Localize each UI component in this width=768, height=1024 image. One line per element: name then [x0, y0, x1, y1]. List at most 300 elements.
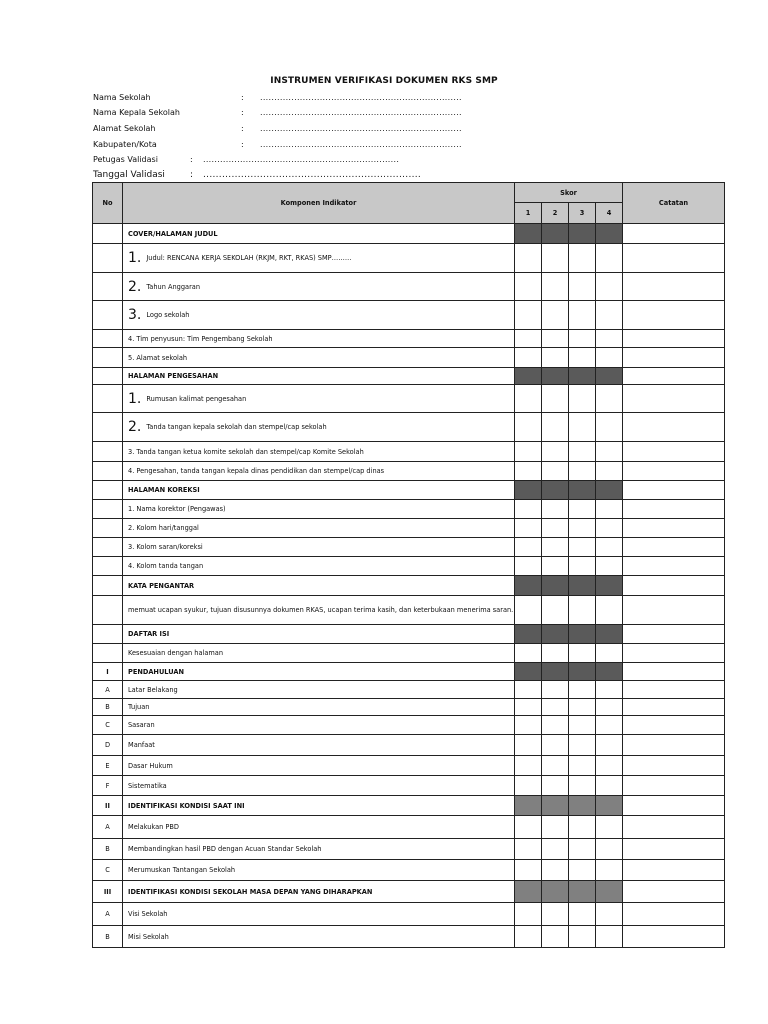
score-cell-2[interactable] [542, 903, 569, 926]
field-blank[interactable]: ....................................................................... [260, 124, 462, 133]
score-cell-3[interactable] [569, 644, 596, 663]
catatan-cell[interactable] [623, 776, 725, 796]
score-cell-2[interactable] [542, 273, 569, 301]
row-no: A [93, 903, 123, 926]
score-cell-2[interactable] [542, 644, 569, 663]
score-cell-4[interactable] [596, 519, 623, 538]
score-cell-3[interactable] [569, 519, 596, 538]
score-cell-disabled [542, 576, 569, 596]
score-cell-4[interactable] [596, 538, 623, 557]
score-cell-1[interactable] [515, 413, 542, 442]
score-cell-2[interactable] [542, 348, 569, 368]
row-no [93, 644, 123, 663]
row-no: A [93, 681, 123, 699]
table-row [93, 442, 725, 462]
catatan-cell[interactable] [623, 644, 725, 663]
score-cell-1[interactable] [515, 735, 542, 756]
row-no: II [93, 796, 123, 816]
score-cell-1[interactable] [515, 596, 542, 625]
item-text: Tujuan [123, 699, 515, 716]
score-cell-4[interactable] [596, 699, 623, 716]
score-cell-disabled [569, 663, 596, 681]
score-cell-4[interactable] [596, 413, 623, 442]
score-cell-4[interactable] [596, 644, 623, 663]
catatan-cell[interactable] [623, 557, 725, 576]
item-text: 2. Kolom hari/tanggal [123, 519, 515, 538]
score-cell-4[interactable] [596, 756, 623, 776]
item-text: Tanda tangan kepala sekolah dan stempel/cap sekolah [146, 423, 327, 431]
score-cell-disabled [596, 224, 623, 244]
table-row [93, 644, 725, 663]
catatan-cell[interactable] [623, 926, 725, 948]
catatan-cell[interactable] [623, 224, 725, 244]
score-cell-3[interactable] [569, 442, 596, 462]
row-no: B [93, 699, 123, 716]
row-no [93, 625, 123, 644]
score-cell-1[interactable] [515, 839, 542, 860]
score-cell-1[interactable] [515, 557, 542, 576]
catatan-cell[interactable] [623, 330, 725, 348]
score-cell-3[interactable] [569, 500, 596, 519]
field-label: Nama Kepala Sekolah [93, 108, 180, 117]
section-heading: DAFTAR ISI [123, 625, 515, 644]
item-text: Melakukan PBD [123, 816, 515, 839]
score-cell-1[interactable] [515, 538, 542, 557]
catatan-cell[interactable] [623, 716, 725, 735]
table-row [93, 348, 725, 368]
item-text: Membandingkan hasil PBD dengan Acuan Standar Sekolah [123, 839, 515, 860]
catatan-cell[interactable] [623, 413, 725, 442]
score-cell-disabled [542, 224, 569, 244]
row-no: F [93, 776, 123, 796]
section-heading: IDENTIFIKASI KONDISI SEKOLAH MASA DEPAN YANG DIHARAPKAN [123, 881, 515, 903]
score-cell-4[interactable] [596, 330, 623, 348]
score-cell-disabled [515, 368, 542, 385]
catatan-cell[interactable] [623, 796, 725, 816]
score-cell-1[interactable] [515, 681, 542, 699]
table-row [93, 596, 725, 625]
score-cell-3[interactable] [569, 244, 596, 273]
catatan-cell[interactable] [623, 462, 725, 481]
row-no: C [93, 716, 123, 735]
catatan-cell[interactable] [623, 860, 725, 881]
field-colon: : [241, 108, 244, 117]
score-cell-2[interactable] [542, 538, 569, 557]
field-colon: : [190, 170, 194, 180]
score-cell-disabled [596, 625, 623, 644]
header-no: No [93, 183, 123, 224]
header-score-4: 4 [596, 203, 623, 224]
table-row [93, 330, 725, 348]
item-text: Merumuskan Tantangan Sekolah [123, 860, 515, 881]
item-text: 4. Kolom tanda tangan [123, 557, 515, 576]
row-no: B [93, 926, 123, 948]
score-cell-3[interactable] [569, 348, 596, 368]
section-heading: IDENTIFIKASI KONDISI SAAT INI [123, 796, 515, 816]
item-number: 2. [128, 278, 142, 295]
item-number: 3. [128, 307, 142, 323]
score-cell-3[interactable] [569, 273, 596, 301]
score-cell-1[interactable] [515, 348, 542, 368]
score-cell-3[interactable] [569, 860, 596, 881]
score-cell-4[interactable] [596, 903, 623, 926]
catatan-cell[interactable] [623, 699, 725, 716]
score-cell-4[interactable] [596, 839, 623, 860]
score-cell-disabled [569, 796, 596, 816]
row-no [93, 224, 123, 244]
score-cell-3[interactable] [569, 816, 596, 839]
score-cell-4[interactable] [596, 926, 623, 948]
score-cell-3[interactable] [569, 839, 596, 860]
row-no: C [93, 860, 123, 881]
score-cell-4[interactable] [596, 776, 623, 796]
row-no [93, 413, 123, 442]
score-cell-4[interactable] [596, 500, 623, 519]
score-cell-disabled [515, 576, 542, 596]
score-cell-1[interactable] [515, 903, 542, 926]
row-no [93, 385, 123, 413]
score-cell-disabled [596, 796, 623, 816]
item-text: Rumusan kalimat pengesahan [146, 394, 247, 403]
score-cell-4[interactable] [596, 716, 623, 735]
score-cell-disabled [569, 368, 596, 385]
score-cell-3[interactable] [569, 681, 596, 699]
score-cell-disabled [542, 796, 569, 816]
score-cell-4[interactable] [596, 596, 623, 625]
field-label: Petugas Validasi [93, 155, 158, 164]
score-cell-3[interactable] [569, 413, 596, 442]
table-row [93, 796, 725, 816]
score-cell-1[interactable] [515, 776, 542, 796]
score-cell-2[interactable] [542, 716, 569, 735]
score-cell-3[interactable] [569, 596, 596, 625]
table-row [93, 663, 725, 681]
row-no [93, 538, 123, 557]
score-cell-disabled [542, 663, 569, 681]
catatan-cell[interactable] [623, 301, 725, 330]
score-cell-2[interactable] [542, 330, 569, 348]
row-no: E [93, 756, 123, 776]
row-no [93, 244, 123, 273]
table-row [93, 368, 725, 385]
field-blank[interactable]: ....................................................................... [260, 140, 462, 149]
score-cell-disabled [515, 625, 542, 644]
header-catatan: Catatan [623, 183, 725, 224]
score-cell-4[interactable] [596, 557, 623, 576]
score-cell-3[interactable] [569, 716, 596, 735]
score-cell-2[interactable] [542, 462, 569, 481]
field-blank[interactable]: ....................................................................... [260, 93, 462, 102]
item-text: 5. Alamat sekolah [123, 348, 515, 368]
score-cell-3[interactable] [569, 735, 596, 756]
table-row [93, 462, 725, 481]
score-cell-2[interactable] [542, 301, 569, 330]
score-cell-2[interactable] [542, 860, 569, 881]
item-text: Dasar Hukum [123, 756, 515, 776]
catatan-cell[interactable] [623, 481, 725, 500]
table-row [93, 273, 725, 301]
table-row [93, 699, 725, 716]
score-cell-1[interactable] [515, 860, 542, 881]
score-cell-1[interactable] [515, 926, 542, 948]
catatan-cell[interactable] [623, 442, 725, 462]
score-cell-2[interactable] [542, 926, 569, 948]
score-cell-disabled [515, 796, 542, 816]
catatan-cell[interactable] [623, 681, 725, 699]
table-row [93, 756, 725, 776]
row-no [93, 330, 123, 348]
row-no [93, 462, 123, 481]
score-cell-1[interactable] [515, 273, 542, 301]
score-cell-disabled [596, 663, 623, 681]
catatan-cell[interactable] [623, 663, 725, 681]
field-nama-kepala-sekolah [93, 108, 462, 117]
score-cell-1[interactable] [515, 244, 542, 273]
score-cell-2[interactable] [542, 519, 569, 538]
score-cell-disabled [596, 881, 623, 903]
score-cell-1[interactable] [515, 385, 542, 413]
table-row [93, 500, 725, 519]
catatan-cell[interactable] [623, 816, 725, 839]
score-cell-disabled [515, 663, 542, 681]
score-cell-2[interactable] [542, 442, 569, 462]
item-text: 4. Pengesahan, tanda tangan kepala dinas pendidikan dan stempel/cap dinas [123, 462, 515, 481]
score-cell-3[interactable] [569, 301, 596, 330]
field-alamat-sekolah [93, 124, 462, 133]
field-colon: : [241, 140, 244, 149]
table-row [93, 839, 725, 860]
row-no [93, 481, 123, 500]
score-cell-2[interactable] [542, 385, 569, 413]
table-row [93, 881, 725, 903]
score-cell-2[interactable] [542, 699, 569, 716]
score-cell-4[interactable] [596, 462, 623, 481]
field-colon: : [241, 93, 244, 102]
section-heading: COVER/HALAMAN JUDUL [123, 224, 515, 244]
row-no [93, 576, 123, 596]
item-number: 2. [128, 419, 142, 435]
score-cell-1[interactable] [515, 301, 542, 330]
table-row [93, 625, 725, 644]
row-no [93, 500, 123, 519]
score-cell-2[interactable] [542, 244, 569, 273]
item-text: Latar Belakang [123, 681, 515, 699]
score-cell-disabled [596, 481, 623, 500]
score-cell-3[interactable] [569, 926, 596, 948]
score-cell-3[interactable] [569, 756, 596, 776]
score-cell-1[interactable] [515, 519, 542, 538]
score-cell-3[interactable] [569, 699, 596, 716]
table-row [93, 413, 725, 442]
score-cell-3[interactable] [569, 557, 596, 576]
score-cell-1[interactable] [515, 716, 542, 735]
header-skor: Skor [515, 183, 623, 203]
score-cell-disabled [569, 576, 596, 596]
score-cell-2[interactable] [542, 816, 569, 839]
field-petugas-validasi [93, 155, 400, 164]
section-heading: HALAMAN PENGESAHAN [123, 368, 515, 385]
row-no [93, 368, 123, 385]
item-text: Logo sekolah [146, 311, 190, 319]
score-cell-3[interactable] [569, 462, 596, 481]
section-heading: HALAMAN KOREKSI [123, 481, 515, 500]
row-no [93, 301, 123, 330]
score-cell-1[interactable] [515, 500, 542, 519]
table-row [93, 244, 725, 273]
score-cell-2[interactable] [542, 557, 569, 576]
score-cell-1[interactable] [515, 330, 542, 348]
table-row [93, 926, 725, 948]
document-title: INSTRUMEN VERIFIKASI DOKUMEN RKS SMP [270, 76, 498, 86]
catatan-cell[interactable] [623, 903, 725, 926]
catatan-cell[interactable] [623, 596, 725, 625]
field-label: Nama Sekolah [93, 93, 151, 102]
score-cell-1[interactable] [515, 462, 542, 481]
field-blank[interactable]: ....................................................................... [260, 108, 462, 117]
table-row [93, 681, 725, 699]
score-cell-2[interactable] [542, 596, 569, 625]
score-cell-3[interactable] [569, 538, 596, 557]
score-cell-disabled [515, 481, 542, 500]
score-cell-disabled [569, 481, 596, 500]
item-text: Visi Sekolah [123, 903, 515, 926]
score-cell-4[interactable] [596, 273, 623, 301]
catatan-cell[interactable] [623, 244, 725, 273]
row-no: D [93, 735, 123, 756]
catatan-cell[interactable] [623, 273, 725, 301]
score-cell-4[interactable] [596, 301, 623, 330]
item-text: 4. Tim penyusun: Tim Pengembang Sekolah [123, 330, 515, 348]
score-cell-2[interactable] [542, 756, 569, 776]
item-text: 3. Tanda tangan ketua komite sekolah dan stempel/cap Komite Sekolah [123, 442, 515, 462]
table-row [93, 557, 725, 576]
catatan-cell[interactable] [623, 576, 725, 596]
score-cell-disabled [569, 625, 596, 644]
score-cell-2[interactable] [542, 413, 569, 442]
score-cell-4[interactable] [596, 681, 623, 699]
score-cell-1[interactable] [515, 644, 542, 663]
table-row [93, 860, 725, 881]
table-row [93, 385, 725, 413]
score-cell-3[interactable] [569, 330, 596, 348]
field-label: Kabupaten/Kota [93, 140, 157, 149]
row-no [93, 273, 123, 301]
catatan-cell[interactable] [623, 538, 725, 557]
catatan-cell[interactable] [623, 839, 725, 860]
row-no [93, 348, 123, 368]
score-cell-disabled [596, 576, 623, 596]
item-text: Judul: RENCANA KERJA SEKOLAH (RKJM, RKT, RKAS) SMP……… [146, 254, 352, 262]
score-cell-2[interactable] [542, 839, 569, 860]
row-no: I [93, 663, 123, 681]
catatan-cell[interactable] [623, 756, 725, 776]
score-cell-disabled [515, 224, 542, 244]
score-cell-3[interactable] [569, 903, 596, 926]
table-row [93, 224, 725, 244]
table-row [93, 816, 725, 839]
score-cell-disabled [569, 881, 596, 903]
header-score-1: 1 [515, 203, 542, 224]
score-cell-4[interactable] [596, 348, 623, 368]
table-row [93, 576, 725, 596]
row-no [93, 442, 123, 462]
table-row [93, 481, 725, 500]
table-row [93, 716, 725, 735]
score-cell-1[interactable] [515, 756, 542, 776]
score-cell-4[interactable] [596, 735, 623, 756]
field-kabupaten-kota [93, 140, 462, 149]
score-cell-1[interactable] [515, 816, 542, 839]
catatan-cell[interactable] [623, 735, 725, 756]
catatan-cell[interactable] [623, 519, 725, 538]
score-cell-4[interactable] [596, 860, 623, 881]
score-cell-2[interactable] [542, 681, 569, 699]
table-row [93, 519, 725, 538]
catatan-cell[interactable] [623, 881, 725, 903]
item-text: Tahun Anggaran [146, 282, 201, 291]
verification-table [92, 182, 725, 948]
field-blank[interactable]: ..................................................................... [203, 155, 400, 164]
catatan-cell[interactable] [623, 368, 725, 385]
catatan-cell[interactable] [623, 385, 725, 413]
field-label: Alamat Sekolah [93, 124, 156, 133]
field-colon: : [190, 155, 193, 164]
item-text: Misi Sekolah [123, 926, 515, 948]
score-cell-2[interactable] [542, 500, 569, 519]
field-tanggal-validasi [93, 170, 422, 180]
row-no: III [93, 881, 123, 903]
header-score-3: 3 [569, 203, 596, 224]
score-cell-2[interactable] [542, 735, 569, 756]
row-no [93, 519, 123, 538]
score-cell-3[interactable] [569, 385, 596, 413]
field-label: Tanggal Validasi [93, 170, 165, 180]
field-nama-sekolah [93, 93, 462, 102]
item-number: 1. [128, 250, 142, 266]
header-komponen-indikator: Komponen Indikator [123, 183, 515, 224]
score-cell-4[interactable] [596, 816, 623, 839]
item-text: memuat ucapan syukur, tujuan disusunnya dokumen RKAS, ucapan terima kasih, dan keterbukaan menerima saran. [123, 596, 515, 625]
field-blank[interactable]: ..................................................................... [203, 170, 422, 180]
table-row [93, 735, 725, 756]
score-cell-4[interactable] [596, 385, 623, 413]
score-cell-1[interactable] [515, 442, 542, 462]
score-cell-disabled [542, 625, 569, 644]
item-text: Sasaran [123, 716, 515, 735]
catatan-cell[interactable] [623, 625, 725, 644]
section-heading: PENDAHULUAN [123, 663, 515, 681]
item-text: Kesesuaian dengan halaman [123, 644, 515, 663]
score-cell-4[interactable] [596, 244, 623, 273]
item-number: 1. [128, 390, 142, 407]
catatan-cell[interactable] [623, 500, 725, 519]
score-cell-4[interactable] [596, 442, 623, 462]
section-heading: KATA PENGANTAR [123, 576, 515, 596]
score-cell-disabled [596, 368, 623, 385]
score-cell-3[interactable] [569, 776, 596, 796]
score-cell-2[interactable] [542, 776, 569, 796]
item-text: 1. Nama korektor (Pengawas) [123, 500, 515, 519]
field-colon: : [241, 124, 244, 133]
row-no [93, 596, 123, 625]
table-row [93, 903, 725, 926]
row-no: A [93, 816, 123, 839]
score-cell-disabled [569, 224, 596, 244]
score-cell-disabled [542, 881, 569, 903]
catatan-cell[interactable] [623, 348, 725, 368]
item-text: Manfaat [123, 735, 515, 756]
score-cell-1[interactable] [515, 699, 542, 716]
